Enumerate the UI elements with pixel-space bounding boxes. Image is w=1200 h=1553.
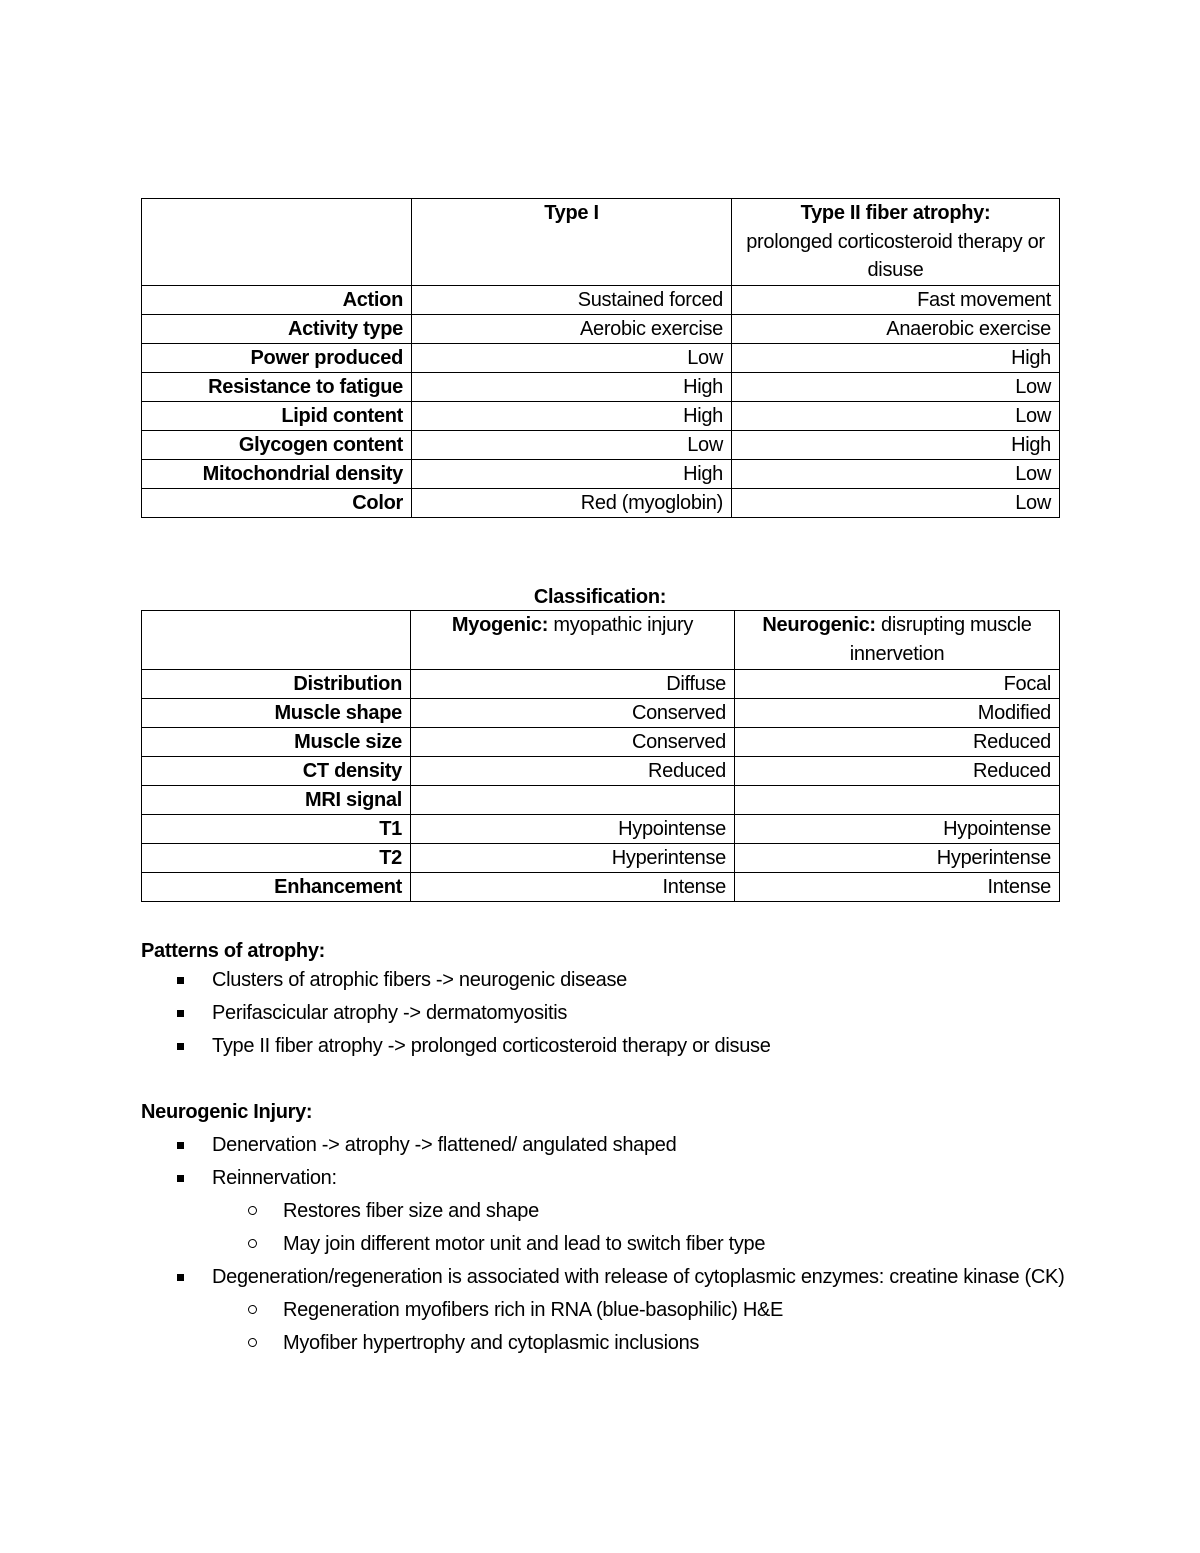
- myogenic-value: Hypointense: [411, 815, 735, 844]
- circle-bullet-icon: [248, 1338, 257, 1347]
- fiber-table-header-type2-rest: prolonged corticosteroid therapy or disuse: [746, 230, 1045, 281]
- type1-value: High: [412, 373, 732, 402]
- table-row: [142, 844, 1060, 873]
- neurogenic-value: Intense: [735, 873, 1060, 902]
- type2-value: Low: [732, 489, 1060, 518]
- sub-list-item: [212, 1294, 1071, 1327]
- classification-header-row: [142, 611, 1060, 670]
- fiber-table-header-blank: [142, 199, 412, 286]
- list-item: [141, 1129, 1071, 1162]
- sub-list-item-text: Regeneration myofibers rich in RNA (blue-basophilic) H&E: [283, 1299, 784, 1321]
- sub-list-item: [212, 1327, 1071, 1360]
- type2-value: Low: [732, 460, 1060, 489]
- list-item: [141, 997, 1071, 1030]
- classification-header-myogenic: [411, 611, 735, 670]
- type1-value: Red (myoglobin): [412, 489, 732, 518]
- neurogenic-value: Focal: [735, 670, 1060, 699]
- myogenic-value: [411, 786, 735, 815]
- list-item: [141, 1162, 1071, 1261]
- circle-bullet-icon: [248, 1305, 257, 1314]
- row-label: T2: [142, 844, 411, 873]
- type1-value: High: [412, 402, 732, 431]
- neurogenic-value: Hyperintense: [735, 844, 1060, 873]
- table-row: [142, 489, 1060, 518]
- patterns-list: [141, 964, 1071, 1063]
- neurogenic-value: Reduced: [735, 757, 1060, 786]
- type1-value: Low: [412, 344, 732, 373]
- type2-value: Low: [732, 402, 1060, 431]
- table-row: [142, 699, 1060, 728]
- fiber-type-table: [141, 198, 1060, 518]
- neurogenic-value: Modified: [735, 699, 1060, 728]
- table-row: [142, 728, 1060, 757]
- circle-bullet-icon: [248, 1206, 257, 1215]
- row-label: T1: [142, 815, 411, 844]
- myogenic-value: Hyperintense: [411, 844, 735, 873]
- list-item: [141, 1261, 1071, 1360]
- square-bullet-icon: [177, 977, 184, 984]
- table-row: [142, 670, 1060, 699]
- table-row: [142, 402, 1060, 431]
- myogenic-rest: myopathic injury: [548, 614, 694, 636]
- type2-value: High: [732, 344, 1060, 373]
- table-row: [142, 344, 1060, 373]
- row-label: Color: [142, 489, 412, 518]
- table-row: [142, 286, 1060, 315]
- row-label: Action: [142, 286, 412, 315]
- square-bullet-icon: [177, 1010, 184, 1017]
- list-item: [141, 1030, 1071, 1063]
- table-row: [142, 315, 1060, 344]
- sub-list: [212, 1195, 1071, 1261]
- classification-header-neurogenic: [735, 611, 1060, 670]
- row-label: Muscle size: [142, 728, 411, 757]
- sub-list-item-text: Restores fiber size and shape: [283, 1200, 539, 1222]
- neurogenic-list: [141, 1129, 1071, 1360]
- table-row: [142, 815, 1060, 844]
- row-label: MRI signal: [142, 786, 411, 815]
- list-item-text: Clusters of atrophic fibers -> neurogenic disease: [212, 969, 627, 991]
- circle-bullet-icon: [248, 1239, 257, 1248]
- neurogenic-value: Reduced: [735, 728, 1060, 757]
- neurogenic-bold: Neurogenic:: [762, 614, 876, 636]
- table-row: [142, 460, 1060, 489]
- type1-value: Aerobic exercise: [412, 315, 732, 344]
- square-bullet-icon: [177, 1274, 184, 1281]
- type2-value: Low: [732, 373, 1060, 402]
- square-bullet-icon: [177, 1043, 184, 1050]
- row-label: Power produced: [142, 344, 412, 373]
- table-row: [142, 786, 1060, 815]
- fiber-table-header-type2-bold: Type II fiber atrophy:: [800, 202, 991, 224]
- square-bullet-icon: [177, 1142, 184, 1149]
- type2-value: Fast movement: [732, 286, 1060, 315]
- classification-caption: Classification:: [533, 586, 667, 608]
- type1-value: Low: [412, 431, 732, 460]
- fiber-table-header-type2: [732, 199, 1060, 286]
- row-label: Enhancement: [142, 873, 411, 902]
- list-item-text: Reinnervation:: [212, 1167, 337, 1189]
- list-item-text: Degeneration/regeneration is associated with release of cytoplasmic enzymes: creatine kinase (CK): [212, 1266, 1065, 1288]
- row-label: Resistance to fatigue: [142, 373, 412, 402]
- row-label: Activity type: [142, 315, 412, 344]
- fiber-table-header-type1: Type I: [412, 199, 732, 286]
- table-row: [142, 431, 1060, 460]
- patterns-title: Patterns of atrophy:: [141, 940, 326, 962]
- neurogenic-title: Neurogenic Injury:: [141, 1101, 313, 1123]
- sub-list-item: [212, 1228, 1071, 1261]
- square-bullet-icon: [177, 1175, 184, 1182]
- myogenic-bold: Myogenic:: [451, 614, 549, 636]
- neurogenic-rest: disrupting muscle innervetion: [849, 614, 1032, 665]
- myogenic-value: Conserved: [411, 728, 735, 757]
- myogenic-value: Reduced: [411, 757, 735, 786]
- row-label: CT density: [142, 757, 411, 786]
- table-row: [142, 373, 1060, 402]
- list-item-text: Perifascicular atrophy -> dermatomyositis: [212, 1002, 568, 1024]
- table-row: [142, 873, 1060, 902]
- table-row: [142, 757, 1060, 786]
- sub-list: [212, 1294, 1071, 1360]
- type2-value: High: [732, 431, 1060, 460]
- neurogenic-value: [735, 786, 1060, 815]
- type1-value: Sustained forced: [412, 286, 732, 315]
- myogenic-value: Diffuse: [411, 670, 735, 699]
- classification-table: [141, 610, 1060, 902]
- myogenic-value: Conserved: [411, 699, 735, 728]
- list-item-text: Denervation -> atrophy -> flattened/ angulated shaped: [212, 1134, 677, 1156]
- row-label: Muscle shape: [142, 699, 411, 728]
- type1-value: High: [412, 460, 732, 489]
- sub-list-item: [212, 1195, 1071, 1228]
- row-label: Lipid content: [142, 402, 412, 431]
- list-item: [141, 964, 1071, 997]
- sub-list-item-text: May join different motor unit and lead to switch fiber type: [283, 1233, 766, 1255]
- row-label: Glycogen content: [142, 431, 412, 460]
- row-label: Mitochondrial density: [142, 460, 412, 489]
- myogenic-value: Intense: [411, 873, 735, 902]
- row-label: Distribution: [142, 670, 411, 699]
- list-item-text: Type II fiber atrophy -> prolonged corticosteroid therapy or disuse: [212, 1035, 771, 1057]
- type2-value: Anaerobic exercise: [732, 315, 1060, 344]
- neurogenic-value: Hypointense: [735, 815, 1060, 844]
- sub-list-item-text: Myofiber hypertrophy and cytoplasmic inclusions: [283, 1332, 700, 1354]
- classification-header-blank: [142, 611, 411, 670]
- fiber-table-header-row: [142, 199, 1060, 286]
